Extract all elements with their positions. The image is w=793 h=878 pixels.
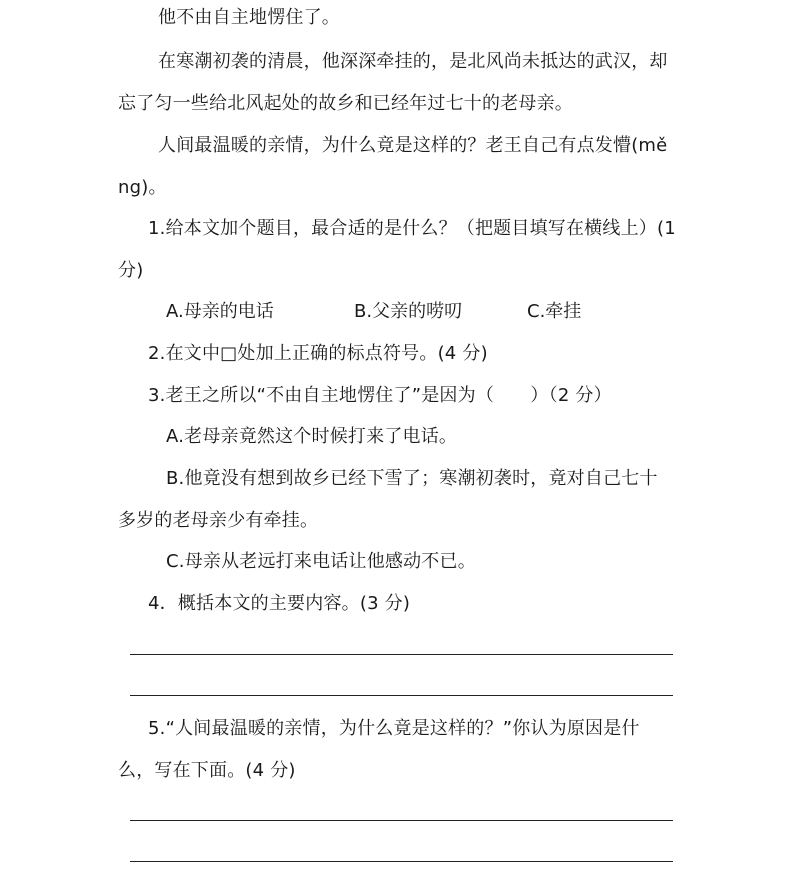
question-4: 4．概括本文的主要内容。(3 分) (148, 593, 411, 614)
question-3-option-a: A.老母亲竟然这个时候打来了电话。 (166, 426, 458, 447)
question-5-line-2: 么，写在下面。(4 分) (118, 760, 296, 781)
question-3-option-b-line-1: B.他竟没有想到故乡已经下雪了；寒潮初袭时，竟对自己七十 (166, 468, 658, 489)
question-3-option-b-line-2: 多岁的老母亲少有牵挂。 (118, 510, 319, 531)
question-3: 3.老王之所以“不由自主地愣住了”是因为（ ）（2 分） (148, 385, 612, 406)
question-1-option-a: A.母亲的电话 (166, 301, 274, 322)
answer-line-q4-1[interactable] (130, 654, 673, 655)
answer-line-q5-2[interactable] (130, 861, 673, 862)
question-5-line-1: 5.“人间最温暖的亲情，为什么竟是这样的？”你认为原因是什 (148, 718, 640, 739)
question-2: 2.在文中□处加上正确的标点符号。(4 分) (148, 343, 488, 364)
question-1-line-2: 分) (118, 260, 144, 281)
story-paragraph-1: 他不由自主地愣住了。 (158, 7, 340, 28)
question-1-line-1: 1.给本文加个题目，最合适的是什么？（把题目填写在横线上）(1 (148, 218, 676, 239)
question-1-option-b: B.父亲的唠叨 (354, 301, 463, 322)
story-paragraph-2-line-2: 忘了匀一些给北风起处的故乡和已经年过七十的老母亲。 (118, 93, 573, 114)
story-paragraph-3-line-1: 人间最温暖的亲情，为什么竟是这样的？老王自己有点发懵(mě (158, 135, 668, 156)
story-paragraph-2-line-1: 在寒潮初袭的清晨，他深深牵挂的，是北风尚未抵达的武汉，却 (158, 51, 668, 72)
question-3-option-c: C.母亲从老远打来电话让他感动不已。 (166, 551, 476, 572)
answer-line-q5-1[interactable] (130, 820, 673, 821)
story-paragraph-3-line-2: ng)。 (118, 177, 167, 198)
question-1-option-c: C.牵挂 (527, 301, 582, 322)
answer-line-q4-2[interactable] (130, 695, 673, 696)
